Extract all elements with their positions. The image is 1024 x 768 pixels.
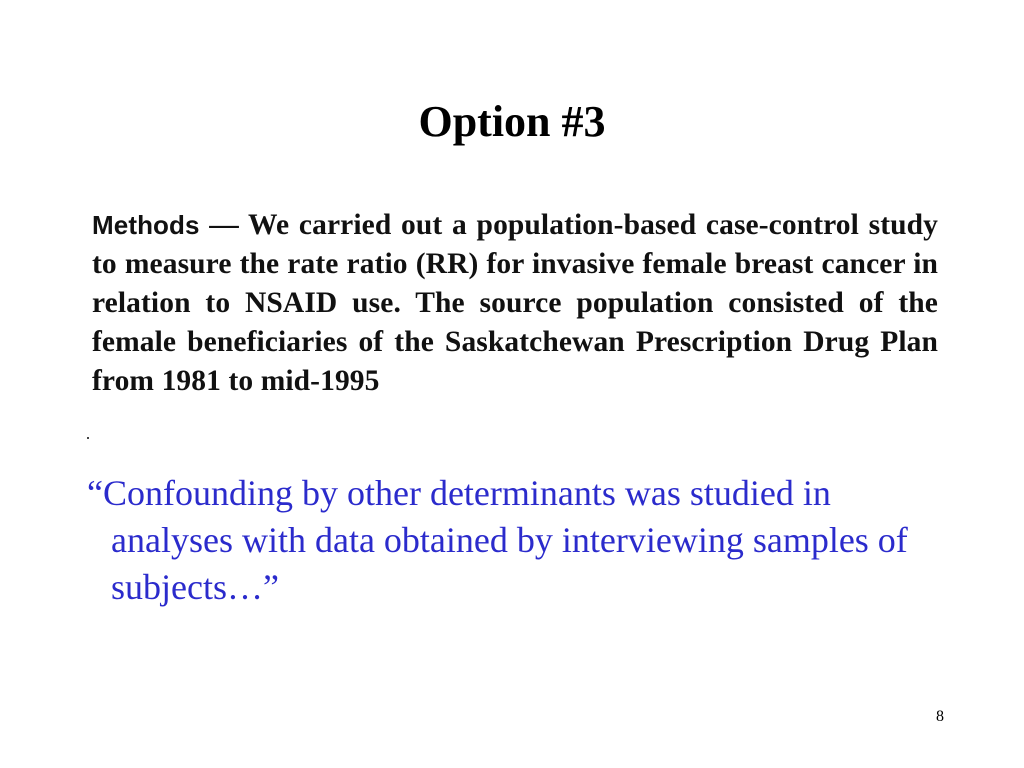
methods-label: Methods [92,210,200,240]
confounding-quote: “Confounding by other determinants was studied in analyses with data obtained by interviewing samples of subjects…” [87,473,908,607]
methods-text: — We carried out a population-based case-control study to measure the rate ratio (RR) for invasive female breast cancer in relation to NSAID use. The source population consisted of the female beneficiaries of the Saskatchewan Prescription Drug Plan from 1981 to mid-1995 [92,209,938,397]
methods-excerpt-image [92,206,938,401]
page-number: 8 [936,708,944,725]
slide-title: Option #3 [418,97,606,146]
scan-artifact-dot [87,437,89,439]
